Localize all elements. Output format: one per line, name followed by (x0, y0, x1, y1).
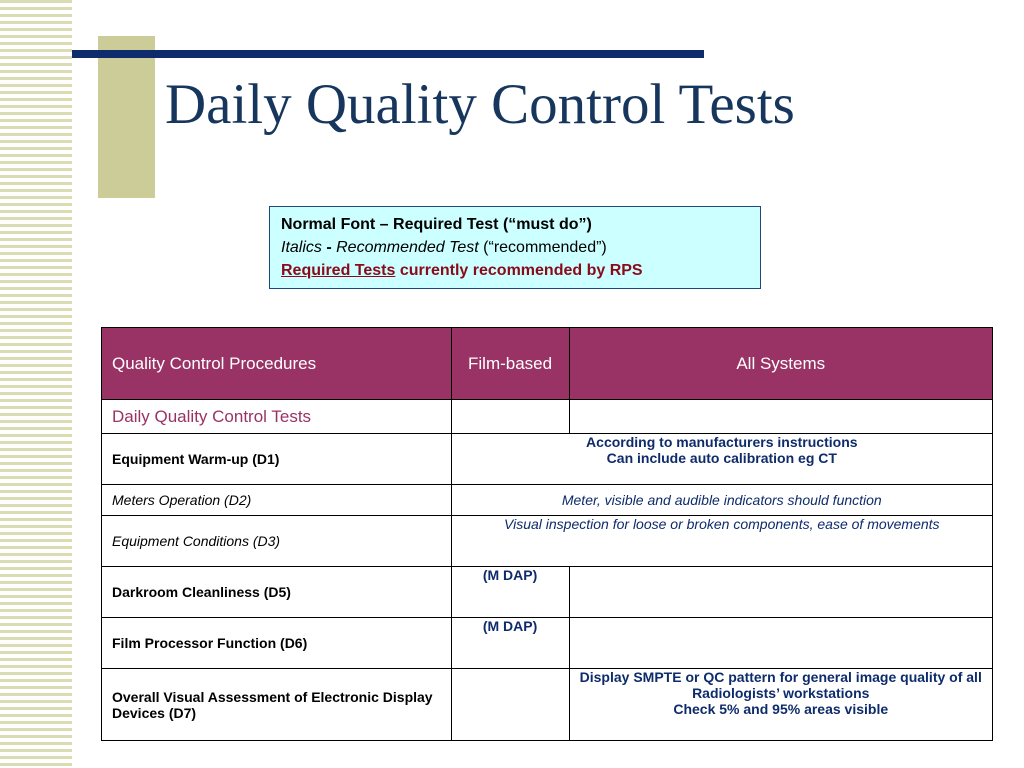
row-all-value (569, 567, 993, 618)
section-label: Daily Quality Control Tests (102, 400, 452, 434)
slide-title: Daily Quality Control Tests (165, 73, 795, 136)
row-name: Equipment Warm-up (D1) (102, 434, 452, 485)
row-value (451, 434, 992, 485)
header-all-systems: All Systems (569, 328, 993, 400)
legend-required-tests: Required Tests (281, 262, 396, 279)
table-row (102, 434, 993, 485)
legend-dash: - (321, 239, 337, 256)
row-all-value (569, 618, 993, 669)
legend-line-required: Normal Font – Required Test (“must do”) (281, 216, 592, 233)
row-name: Darkroom Cleanliness (D5) (102, 567, 452, 618)
table-row (102, 669, 993, 741)
left-stripe-decoration (0, 0, 72, 768)
row-value-line: Display SMPTE or QC pattern for general image quality of all Radiologists’ workstations (579, 669, 982, 701)
title-accent-line (72, 50, 704, 58)
table-row (102, 516, 993, 567)
qc-procedures-table (101, 327, 993, 741)
legend-italics-word: Italics (281, 239, 322, 256)
row-name: Film Processor Function (D6) (102, 618, 452, 669)
section-row (102, 400, 993, 434)
row-value-line: Can include auto calibration eg CT (606, 450, 837, 466)
section-all-cell (569, 400, 993, 434)
row-value: Visual inspection for loose or broken components, ease of movements (451, 516, 992, 567)
row-name: Meters Operation (D2) (102, 485, 452, 516)
header-film-based: Film-based (451, 328, 569, 400)
table-row (102, 567, 993, 618)
row-film-value: (M DAP) (451, 618, 569, 669)
row-name: Equipment Conditions (D3) (102, 516, 452, 567)
row-film-value: (M DAP) (451, 567, 569, 618)
row-value-line: Check 5% and 95% areas visible (673, 701, 889, 717)
legend-line-recommended (281, 236, 749, 259)
row-value-line: According to manufacturers instructions (586, 434, 858, 450)
section-film-cell (451, 400, 569, 434)
legend-recommended-test: Recommended Test (336, 239, 479, 256)
header-procedures: Quality Control Procedures (102, 328, 452, 400)
legend-rps-note: currently recommended by RPS (395, 262, 643, 279)
table-header-row (102, 328, 993, 400)
row-film-value (451, 669, 569, 741)
row-all-value (569, 669, 993, 741)
row-name: Overall Visual Assessment of Electronic Display Devices (D7) (102, 669, 452, 741)
accent-block (98, 36, 155, 198)
legend-line-rps (281, 259, 749, 282)
row-value: Meter, visible and audible indicators should function (451, 485, 992, 516)
legend-recommended-note: (“recommended”) (478, 239, 607, 256)
font-legend-box (269, 206, 761, 289)
table-row (102, 618, 993, 669)
table-row (102, 485, 993, 516)
